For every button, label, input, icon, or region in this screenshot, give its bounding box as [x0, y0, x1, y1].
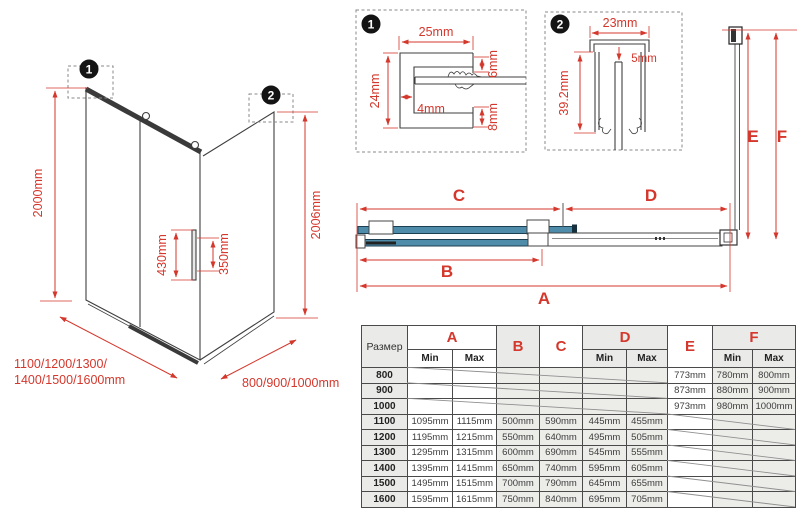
value-cell: 750mm — [497, 492, 540, 508]
value-cell — [497, 368, 540, 384]
size-cell: 1000 — [362, 399, 408, 415]
value-cell — [713, 476, 753, 492]
col-header-b: B — [497, 326, 540, 368]
value-cell — [713, 414, 753, 430]
value-cell — [408, 383, 453, 399]
table-row — [362, 476, 796, 492]
col-header-f: F — [713, 326, 796, 350]
value-cell — [540, 383, 583, 399]
value-cell: 1595mm — [408, 492, 453, 508]
value-cell — [540, 368, 583, 384]
value-cell: 740mm — [540, 461, 583, 477]
value-cell — [668, 476, 713, 492]
table-row — [362, 368, 796, 384]
callout-2-number: 2 — [267, 88, 275, 103]
value-cell: 605mm — [627, 461, 668, 477]
value-cell: 840mm — [540, 492, 583, 508]
value-cell: 1215mm — [453, 430, 497, 446]
dim-label-f: F — [776, 127, 788, 146]
value-cell — [753, 430, 796, 446]
detail-callout-1 — [356, 10, 526, 152]
value-cell: 495mm — [583, 430, 627, 446]
dim-height-left: 2000mm — [31, 168, 45, 218]
value-cell: 1315mm — [453, 445, 497, 461]
value-cell — [583, 399, 627, 415]
dim-25mm: 25mm — [418, 25, 454, 39]
value-cell: 1195mm — [408, 430, 453, 446]
dim-5mm: 5mm — [631, 53, 657, 65]
wall-profile-rail — [548, 233, 722, 246]
value-cell: 790mm — [540, 476, 583, 492]
value-cell — [713, 445, 753, 461]
callout-1-number: 1 — [85, 62, 93, 77]
value-cell — [627, 368, 668, 384]
value-cell: 445mm — [583, 414, 627, 430]
value-cell — [753, 461, 796, 477]
value-cell — [583, 368, 627, 384]
table-row — [362, 430, 796, 446]
dim-label-a: A — [537, 289, 551, 308]
value-cell: 1000mm — [753, 399, 796, 415]
dim-height-right: 2006mm — [309, 190, 323, 240]
value-cell: 545mm — [583, 445, 627, 461]
value-cell: 645mm — [583, 476, 627, 492]
value-cell: 900mm — [753, 383, 796, 399]
value-cell: 455mm — [627, 414, 668, 430]
dim-23mm: 23mm — [602, 16, 638, 30]
roller-bracket — [369, 221, 393, 234]
value-cell — [668, 492, 713, 508]
col-header-d-min: Min — [583, 350, 627, 368]
table-row — [362, 383, 796, 399]
value-cell — [497, 383, 540, 399]
dim-label-b: B — [440, 262, 454, 281]
size-cell: 1500 — [362, 476, 408, 492]
value-cell: 1115mm — [453, 414, 497, 430]
dim-39-2mm: 39.2mm — [557, 70, 571, 116]
panel-connector — [528, 233, 548, 246]
size-cell: 1600 — [362, 492, 408, 508]
col-header-d: D — [583, 326, 668, 350]
value-cell: 690mm — [540, 445, 583, 461]
size-cell: 1300 — [362, 445, 408, 461]
roller-bracket — [527, 220, 549, 234]
value-cell — [540, 399, 583, 415]
dim-handle-outer: 430mm — [155, 234, 169, 276]
value-cell: 500mm — [497, 414, 540, 430]
value-cell: 640mm — [540, 430, 583, 446]
col-header-size: Размер — [362, 326, 408, 368]
value-cell — [713, 430, 753, 446]
value-cell: 973mm — [668, 399, 713, 415]
dim-8mm: 8mm — [486, 103, 500, 131]
value-cell — [627, 383, 668, 399]
col-header-c: C — [540, 326, 583, 368]
value-cell: 655mm — [627, 476, 668, 492]
size-table — [361, 325, 796, 508]
value-cell: 505mm — [627, 430, 668, 446]
value-cell — [753, 445, 796, 461]
value-cell — [668, 430, 713, 446]
dim-widths-line2: 1400/1500/1600mm — [14, 373, 126, 387]
value-cell: 1415mm — [453, 461, 497, 477]
value-cell: 555mm — [627, 445, 668, 461]
value-cell — [753, 476, 796, 492]
col-header-a-min: Min — [408, 350, 453, 368]
size-cell: 900 — [362, 383, 408, 399]
value-cell — [668, 461, 713, 477]
value-cell: 700mm — [497, 476, 540, 492]
value-cell: 595mm — [583, 461, 627, 477]
value-cell — [753, 492, 796, 508]
col-header-f-max: Max — [753, 350, 796, 368]
value-cell: 1295mm — [408, 445, 453, 461]
value-cell — [668, 414, 713, 430]
value-cell — [753, 414, 796, 430]
value-cell: 773mm — [668, 368, 713, 384]
value-cell — [453, 399, 497, 415]
table-row — [362, 492, 796, 508]
value-cell: 800mm — [753, 368, 796, 384]
corner-block — [720, 230, 737, 245]
table-row — [362, 445, 796, 461]
col-header-e: E — [668, 326, 713, 368]
detail-callout-2 — [545, 12, 682, 150]
size-cell: 800 — [362, 368, 408, 384]
value-cell — [453, 383, 497, 399]
value-cell: 1495mm — [408, 476, 453, 492]
value-cell — [668, 445, 713, 461]
iso-view — [14, 60, 339, 390]
dim-label-c: C — [452, 186, 466, 205]
value-cell: 650mm — [497, 461, 540, 477]
value-cell: 980mm — [713, 399, 753, 415]
value-cell — [713, 461, 753, 477]
value-cell — [408, 399, 453, 415]
col-header-a-max: Max — [453, 350, 497, 368]
value-cell: 1615mm — [453, 492, 497, 508]
value-cell: 590mm — [540, 414, 583, 430]
value-cell — [408, 368, 453, 384]
value-cell: 1095mm — [408, 414, 453, 430]
dim-label-d: D — [644, 186, 658, 205]
plan-view — [356, 27, 797, 308]
size-table-region — [361, 325, 795, 507]
value-cell — [713, 492, 753, 508]
value-cell: 873mm — [668, 383, 713, 399]
value-cell — [583, 383, 627, 399]
value-cell: 780mm — [713, 368, 753, 384]
col-header-f-min: Min — [713, 350, 753, 368]
table-row — [362, 461, 796, 477]
detail-1-number: 1 — [367, 17, 375, 32]
size-cell: 1400 — [362, 461, 408, 477]
dim-6mm: 6mm — [486, 50, 500, 78]
size-cell: 1100 — [362, 414, 408, 430]
dim-depths: 800/900/1000mm — [242, 376, 340, 390]
dim-4mm: 4mm — [417, 102, 445, 116]
dim-handle-inner: 350mm — [217, 233, 231, 275]
value-cell: 1515mm — [453, 476, 497, 492]
table-row — [362, 414, 796, 430]
value-cell: 550mm — [497, 430, 540, 446]
value-cell: 600mm — [497, 445, 540, 461]
col-header-a: A — [408, 326, 497, 350]
dim-widths-line1: 1100/1200/1300/ — [14, 357, 107, 371]
table-row — [362, 399, 796, 415]
value-cell — [453, 368, 497, 384]
dim-24mm: 24mm — [368, 73, 382, 109]
col-header-d-max: Max — [627, 350, 668, 368]
value-cell: 1395mm — [408, 461, 453, 477]
value-cell: 695mm — [583, 492, 627, 508]
dim-label-e: E — [747, 127, 759, 146]
size-cell: 1200 — [362, 430, 408, 446]
value-cell: 705mm — [627, 492, 668, 508]
value-cell — [497, 399, 540, 415]
value-cell: 880mm — [713, 383, 753, 399]
value-cell — [627, 399, 668, 415]
door-handle — [192, 230, 196, 280]
detail-2-number: 2 — [556, 17, 564, 32]
